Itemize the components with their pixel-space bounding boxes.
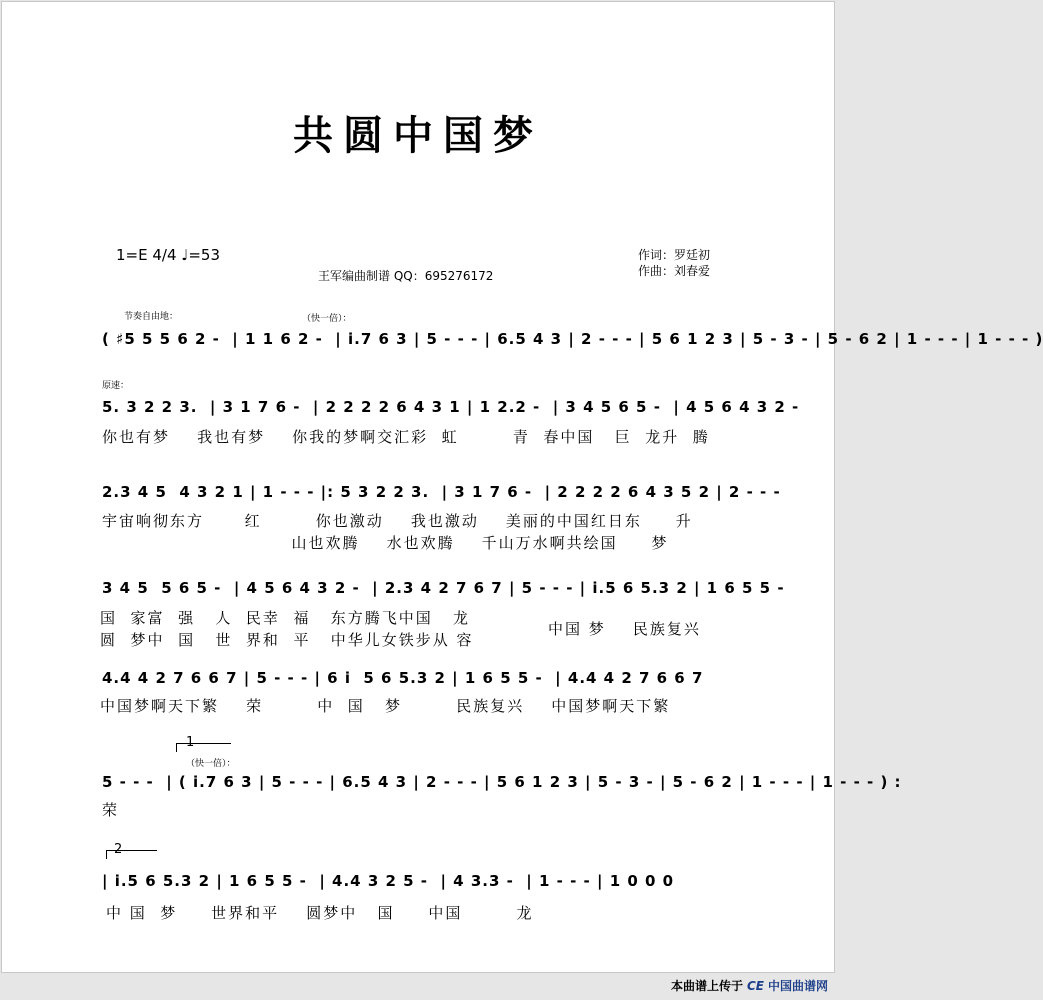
key-signature: 1=E 4/4 ♩=53	[116, 246, 220, 264]
tempo-mark-intro: 节奏自由地：	[124, 312, 179, 322]
volta-bracket	[176, 743, 231, 752]
notation-row: 5. 3 2 2 3. | 3 1 7 6 - | 2 2 2 2 6 4 3 1 | 1 2.2 - | 3 4 5 6 5 - | 4 5 6 4 3 2 -	[102, 398, 800, 416]
notation-row: ( ♯5 5 5 6 2 - | 1 1 6 2 - | i.7 6 3 | 5 - - - | 6.5 4 3 | 2 - - - | 5 6 1 2 3 | 5 - 3 - | 5 - 6 2 | 1 - - - | 1 - - - )	[102, 330, 1043, 348]
lyric-line: 山也欢腾 水也欢腾 千山万水啊共绘国 梦	[102, 534, 669, 552]
tempo-mark-original: 原速：	[102, 381, 130, 391]
upload-note: 本曲谱上传于	[670, 979, 743, 993]
tempo-mark-faster: （快一倍）：	[302, 314, 352, 324]
lyric-line: 国 家富 强 人 民幸 福 东方腾飞中国 龙	[100, 609, 471, 627]
footer-bar	[0, 974, 840, 1000]
site-name: 中国曲谱网	[767, 979, 828, 993]
notation-row: 5 - - - | ( i.7 6 3 | 5 - - - | 6.5 4 3 | 2 - - - | 5 6 1 2 3 | 5 - 3 - | 5 - 6 2 | 1 - - - | 1 - - - ) :	[102, 773, 902, 791]
composer-credit: 作曲：刘春爱	[638, 264, 711, 278]
site-brand[interactable]	[671, 977, 828, 994]
lyric-line: 宇宙响彻东方 红 你也激动 我也激动 美丽的中国红日东 升	[102, 512, 693, 530]
lyricist-credit: 作词：罗廷初	[638, 248, 711, 262]
lyric-line: 荣	[102, 801, 120, 819]
lyric-line: 中国 梦 民族复兴	[548, 620, 701, 638]
notation-row: 3 4 5 5 6 5 - | 4 5 6 4 3 2 - | 2.3 4 2 7 6 7 | 5 - - - | i.5 6 5.3 2 | 1 6 5 5 -	[102, 579, 785, 597]
lyric-line: 圆 梦中 国 世 界和 平 中华儿女铁步从 容	[100, 631, 474, 649]
lyric-line: 中国梦啊天下繁 荣 中 国 梦 民族复兴 中国梦啊天下繁	[100, 697, 671, 715]
tempo-mark-faster: （快一倍）：	[186, 759, 236, 769]
notation-row: | i.5 6 5.3 2 | 1 6 5 5 - | 4.4 3 2 5 - | 4 3.3 - | 1 - - - | 1 0 0 0	[102, 872, 675, 890]
lyric-line: 中 国 梦 世界和平 圆梦中 国 中国 龙	[106, 904, 534, 922]
volta-number: 2	[114, 842, 123, 857]
score-sheet	[1, 1, 1043, 973]
arranger-credit: 王军编曲制谱 QQ：695276172	[318, 269, 494, 283]
volta-number: 1	[186, 735, 195, 750]
lyric-line: 你也有梦 我也有梦 你我的梦啊交汇彩 虹 青 春中国 巨 龙升 腾	[102, 428, 710, 446]
notation-row: 4.4 4 2 7 6 6 7 | 5 - - - | 6 i 5 6 5.3 2 | 1 6 5 5 - | 4.4 4 2 7 6 6 7	[102, 669, 704, 687]
notation-row: 2.3 4 5 4 3 2 1 | 1 - - - |: 5 3 2 2 3. | 3 1 7 6 - | 2 2 2 2 6 4 3 5 2 | 2 - - -	[102, 483, 781, 501]
score-title: 共圆中国梦	[293, 112, 543, 159]
site-logo-icon: CE	[746, 978, 764, 993]
